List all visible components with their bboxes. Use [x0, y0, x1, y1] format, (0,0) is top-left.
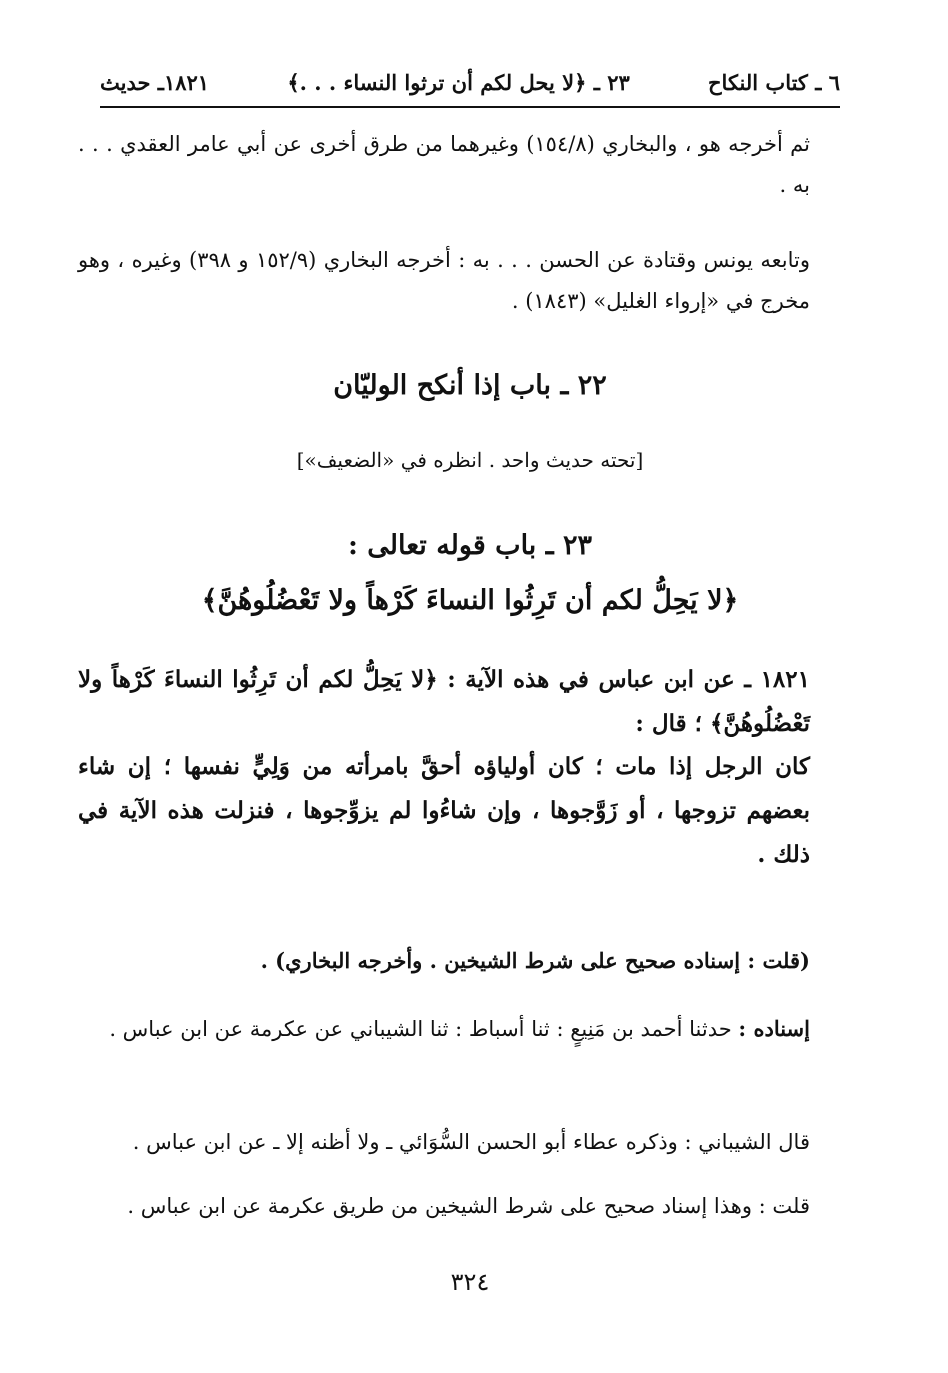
header-hadith-ref: ١٨٢١ـ حديث	[100, 69, 210, 95]
isnad-text: حدثنا أحمد بن مَنِيعٍ : ثنا أسباط : ثنا الشيباني عن عكرمة عن ابن عباس .	[109, 1017, 732, 1041]
chapter-22-title: ٢٢ ـ باب إذا أنكح الوليّان	[333, 370, 607, 401]
header-chapter: ٦ ـ كتاب النكاح	[708, 69, 840, 95]
isnad-paragraph	[78, 1008, 840, 1050]
header-rule	[100, 106, 840, 108]
header-section: ٢٣ ـ ﴿لا يحل لكم أن ترثوا النساء . . .﴾	[287, 69, 630, 95]
conclusion: قلت : وهذا إسناد صحيح على شرط الشيخين من طريق عكرمة عن ابن عباس .	[127, 1194, 810, 1218]
chapter-23-verse: ﴿لا يَحِلُّ لكم أن تَرِثُوا النساءَ كَرْهاً ولا تَعْضُلُوهُنَّ﴾	[201, 585, 739, 616]
paragraph-2: وتابعه يونس وقتادة عن الحسن . . . به : أخرجه البخاري (١٥٢/٩ و ٣٩٨) وغيره ، وهو مخرج في «إرواء الغليل» (١٨٤٣) .	[78, 248, 810, 313]
isnad-label: إسناده :	[738, 1016, 810, 1041]
running-header	[100, 64, 840, 100]
chapter-22-note: [تحته حديث واحد . انظره في «الضعيف»]	[296, 448, 644, 472]
chapter-23-title: ٢٣ ـ باب قوله تعالى :	[347, 530, 593, 561]
hadith-intro: ١٨٢١ ـ عن ابن عباس في هذه الآية : ﴿لا يَحِلُّ لكم أن تَرِثُوا النساءَ كَرْهاً ولا تَعْضُلُوهُنَّ﴾ ؛ قال :	[78, 666, 810, 737]
hadith-grading: (قلت : إسناده صحيح على شرط الشيخين . وأخرجه البخاري) .	[260, 948, 810, 973]
paragraph-1: ثم أخرجه هو ، والبخاري (١٥٤/٨) وغيرهما من طرق أخرى عن أبي عامر العقدي . . . به .	[78, 132, 810, 197]
hadith-text: كان الرجل إذا مات ؛ كان أولياؤه أحقَّ بامرأته من وَلِيٍّ نفسها ؛ إن شاء بعضهم تزوجها ، أو زَوَّجوها ، وإن شاءُوا لم يزوِّجوها ، فنزلت هذه الآية في ذلك .	[78, 753, 810, 868]
shaybani-note: قال الشيباني : وذكره عطاء أبو الحسن السُّوَائي ـ ولا أظنه إلا ـ عن ابن عباس .	[132, 1130, 810, 1154]
page-number: ٣٢٤	[450, 1268, 490, 1296]
